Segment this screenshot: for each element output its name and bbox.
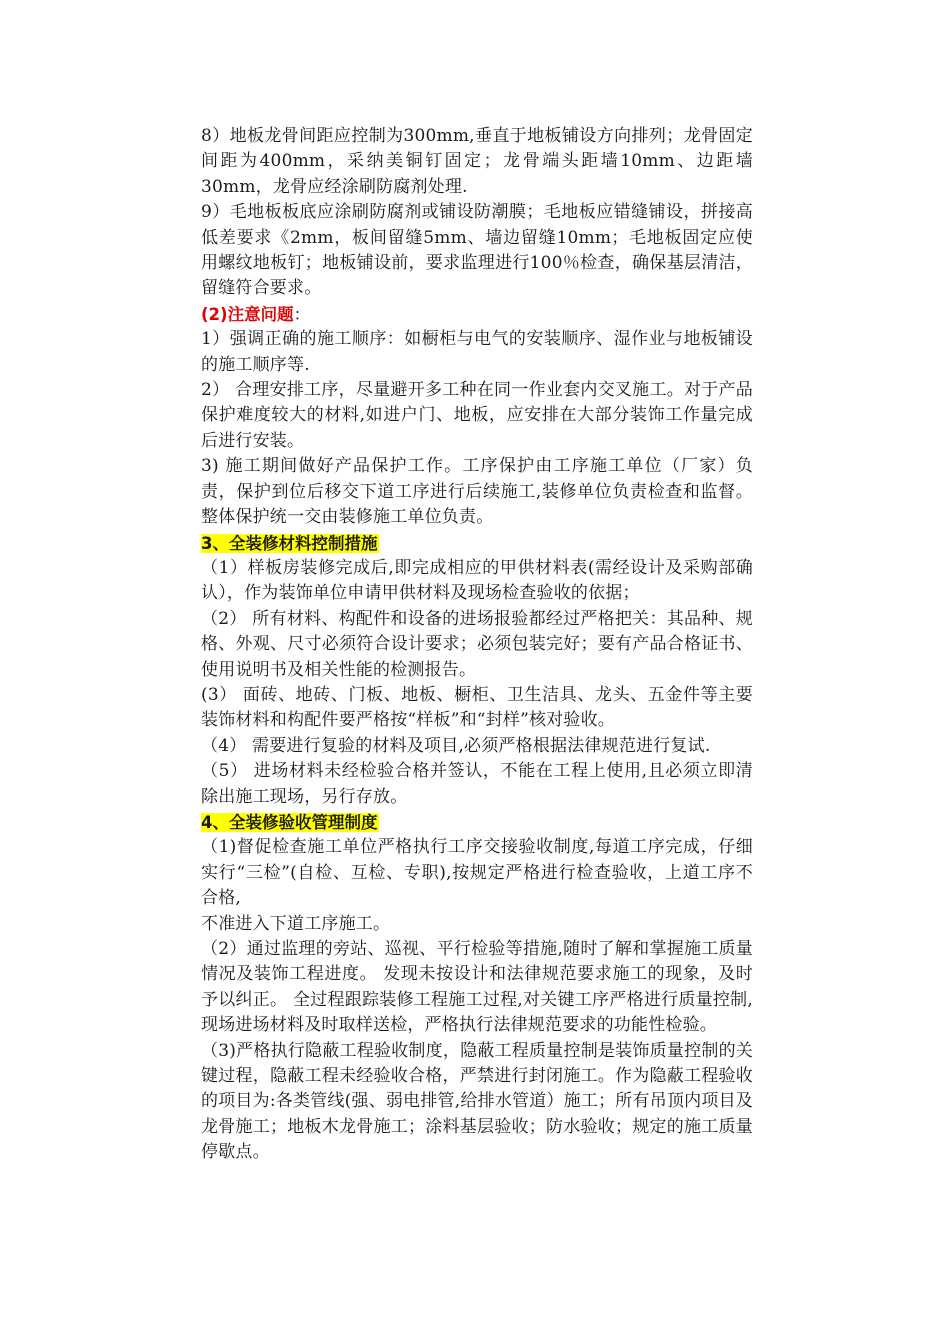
section-3-item-5: （5） 进场材料未经检验合格并签认，不能在工程上使用,且必须立即清除出施工现场，另行存放。 [201, 761, 753, 807]
section-3-item-3: (3） 面砖、地砖、门板、地板、橱柜、卫生洁具、龙头、五金件等主要装饰材料和构配件要严格按“样板”和“封样”核对验收。 [201, 684, 753, 731]
note-item-2: 2） 合理安排工序，尽量避开多工种在同一作业套内交叉施工。对于产品保护难度较大的材料,如进户门、地板，应安排在大部分装饰工作量完成后进行安装。 [201, 380, 753, 451]
section-3-item-1: （1）样板房装修完成后,即完成相应的甲供材料表(需经设计及采购部确认），作为装饰单位申请甲供材料及现场检查验收的依据； [201, 557, 753, 604]
section-4-heading-text: 4、全装修验收管理制度 [201, 812, 378, 832]
notes-heading-text: (2)注意问题 [201, 304, 294, 324]
section-4-item-1: （1)督促检查施工单位严格执行工序交接验收制度,每道工序完成，仔细实行“三检”(自检、互检、专职),按规定严格进行检查验收，上道工序不合格, [201, 837, 753, 909]
note-item-3: 3) 施工期间做好产品保护工作。工序保护由工序施工单位（厂家）负责，保护到位后移交下道工序进行后续施工,装修单位负责检查和监督。整体保护统一交由装修施工单位负责。 [201, 456, 753, 528]
document-body [201, 124, 753, 1166]
paragraph-item-9: 9）毛地板板底应涂刷防腐剂或铺设防潮膜；毛地板应错缝铺设，拼接高低差要求《2mm，板间留缝5mm、墙边留缝10mm；毛地板固定应使用螺纹地板钉；地板铺设前，要求监理进行100％检查，确保基层清洁，留缝符合要求。 [201, 202, 753, 299]
section-4-item-2: （2）通过监理的旁站、巡视、平行检验等措施,随时了解和掌握施工质量情况及装饰工程进度。 发现未按设计和法律规范要求施工的现象，及时予以纠正。 全过程跟踪装修工程施工过程,对关键工序严格进行质量控制,现场进场材料及时取样送检，严格执行法律规范要求的功能性检验。 [201, 939, 753, 1036]
section-3-item-4: （4） 需要进行复验的材料及项目,必须严格根据法律规范进行复试. [201, 735, 711, 756]
paragraph-item-8: 8）地板龙骨间距应控制为300mm,垂直于地板铺设方向排列；龙骨固定间距为400mm，采纳美铜钉固定；龙骨端头距墙10mm、边距墙30mm，龙骨应经涂刷防腐剂处理. [201, 126, 753, 197]
section-3-heading [201, 531, 753, 556]
notes-heading [201, 302, 753, 327]
notes-heading-colon: ： [293, 304, 311, 324]
section-4-item-1-cont: 不准进入下道工序施工。 [201, 913, 391, 934]
section-3-heading-text: 3、全装修材料控制措施 [201, 533, 378, 553]
section-4-item-3: （3)严格执行隐蔽工程验收制度，隐蔽工程质量控制是装饰质量控制的关键过程，隐蔽工程未经验收合格，严禁进行封闭施工。作为隐蔽工程验收的项目为:各类管线(强、弱电排管,给排水管道）施工；所有吊顶内项目及龙骨施工；地板木龙骨施工；涂料基层验收；防水验收；规定的施工质量停歇点。 [201, 1040, 753, 1163]
note-item-1: 1）强调正确的施工顺序：如橱柜与电气的安装顺序、湿作业与地板铺设的施工顺序等. [201, 329, 753, 375]
section-4-heading [201, 810, 753, 835]
section-3-item-2: （2） 所有材料、构配件和设备的进场报验都经过严格把关：其品种、规格、外观、尺寸必须符合设计要求；必须包装完好；要有产品合格证书、使用说明书及相关性能的检测报告。 [201, 608, 753, 680]
